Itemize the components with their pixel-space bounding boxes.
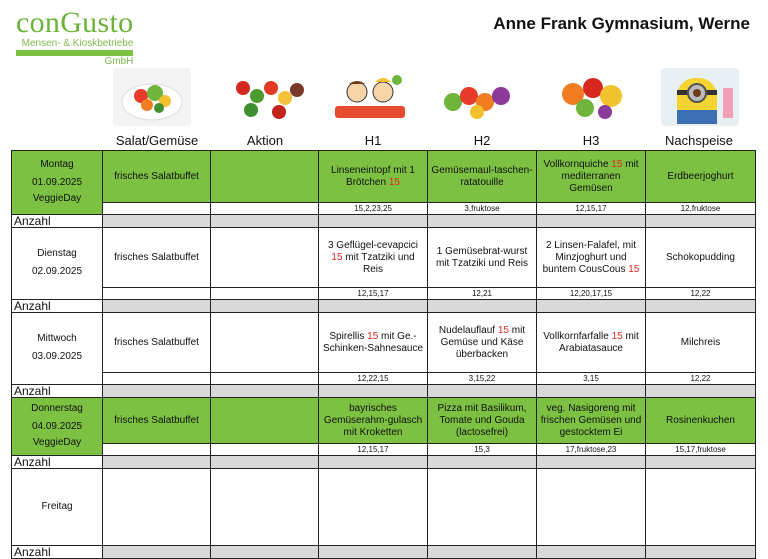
anzahl-label: Anzahl [12,215,103,228]
h2-dish-part: Pizza mit Basilikum, Tomate und Gouda (lactosefrei) [437,402,527,438]
h2-cell [428,398,537,444]
salat-cell [103,313,211,373]
anzahl-input[interactable] [103,546,211,559]
h2-cell [428,469,537,546]
anzahl-input[interactable] [211,300,319,313]
anzahl-input[interactable] [211,456,319,469]
anzahl-input[interactable] [537,215,646,228]
nachspeise-cell [646,151,756,203]
day-name: Montag [40,158,74,170]
vegetables-photo [439,68,517,126]
h1-dish-part: 15 [388,176,400,188]
salat-note [103,444,211,456]
nachspeise-text: Milchreis [680,336,721,348]
allergen-note: 3,15 [537,373,646,385]
h3-dish [537,402,645,440]
aktion-note [211,203,319,215]
h2-dish-part: mit Gemüse und Käse überbacken [440,324,526,360]
logo-brand: conGusto [16,6,134,39]
h2-dish-part: 1 Gemüsebrat-wurst mit Tzatziki und Reis [435,245,529,269]
h2-dish [428,324,536,362]
salat-note [103,373,211,385]
kids-cartoon [331,68,409,126]
day-name: Dienstag [37,247,77,259]
day-cell [12,228,103,300]
day-name: Mittwoch [37,332,77,344]
anzahl-input[interactable] [428,456,537,469]
nachspeise-text: Rosinenkuchen [666,414,735,426]
allergen-note: 17,fruktose,23 [537,444,646,456]
allergen-note: 15,3 [428,444,537,456]
school-title: Anne Frank Gymnasium, Werne [493,14,750,33]
anzahl-label: Anzahl [12,300,103,313]
minion-cake-photo [661,68,739,126]
anzahl-row [12,385,756,398]
salat-text: frisches Salatbuffet [114,414,199,426]
nachspeise-text: Schokopudding [666,251,735,263]
allergen-note: 12,22,15 [319,373,428,385]
h1-dish-part: 15 [331,251,343,263]
col-h3: H3 [582,133,600,148]
anzahl-input[interactable] [537,300,646,313]
aktion-cell [211,228,319,288]
allergen-note: 3,15,22 [428,373,537,385]
anzahl-label: Anzahl [12,385,103,398]
day-cell [12,469,103,546]
h3-dish [537,239,645,277]
nachspeise-cell [646,228,756,288]
h3-dish [537,330,645,356]
anzahl-input[interactable] [428,215,537,228]
nachspeise-text: Erdbeerjoghurt [667,170,734,182]
h3-dish-part: mit mediterranen Gemüsen [561,158,639,194]
day-row [12,151,756,203]
skewer-photo [231,68,309,126]
veggie-day-label: VeggieDay [32,192,82,204]
h1-dish-part: 15 [367,330,379,342]
h2-dish-part: Nudelauflauf [438,324,498,336]
col-nachspeise: Nachspeise [665,133,733,148]
h1-dish [319,164,427,190]
anzahl-row [12,215,756,228]
h3-dish-part: 15 [611,158,623,170]
anzahl-input[interactable] [537,546,646,559]
anzahl-label: Anzahl [12,546,103,559]
day-name: Donnerstag [31,402,83,414]
anzahl-input[interactable] [103,456,211,469]
h1-dish-part: Linseneintopf mit 1 Brötchen [331,164,415,188]
h1-cell [319,398,428,444]
day-date: 01.09.2025 [31,176,83,188]
aktion-note [211,444,319,456]
h3-cell [537,151,646,203]
anzahl-input[interactable] [319,300,428,313]
allergen-note: 12,fruktose [646,203,756,215]
aktion-cell [211,469,319,546]
day-name: Freitag [41,501,73,512]
logo-gmbh: GmbH [104,56,134,67]
h1-dish-part: mit Tzatziki und Reis [342,251,415,275]
h1-dish [319,506,427,508]
h1-cell [319,151,428,203]
anzahl-input[interactable] [319,546,428,559]
anzahl-input[interactable] [428,300,537,313]
aktion-cell [211,313,319,373]
nachspeise-cell [646,398,756,444]
day-cell [12,398,103,456]
anzahl-row [12,456,756,469]
h3-dish-part: mit Arabiatasauce [559,330,639,354]
anzahl-input[interactable] [319,215,428,228]
salad-photo [113,68,191,126]
col-h2: H2 [473,133,491,148]
h3-dish-part: Vollkornquiche [543,158,612,170]
anzahl-input[interactable] [319,456,428,469]
col-h1: H1 [364,133,382,148]
aktion-note [211,288,319,300]
h3-dish [537,158,645,196]
col-salat: Salat/Gemüse [115,133,199,148]
anzahl-input[interactable] [537,385,646,398]
salat-cell [103,469,211,546]
aktion-cell [211,151,319,203]
h2-cell [428,228,537,288]
day-row [12,313,756,373]
aktion-cell [211,398,319,444]
anzahl-input[interactable] [646,456,756,469]
allergen-note: 15,17,fruktose [646,444,756,456]
congusto-logo [16,8,133,67]
anzahl-input[interactable] [103,215,211,228]
salat-text: frisches Salatbuffet [114,251,199,263]
allergen-row [12,373,756,385]
anzahl-row [12,300,756,313]
allergen-note: 12,15,17 [319,444,428,456]
h1-dish-part: Spirellis [329,330,368,342]
col-aktion: Aktion [246,133,284,148]
h2-dish-part: 15 [497,324,509,336]
day-row [12,228,756,288]
day-row [12,398,756,444]
day-cell [12,151,103,215]
allergen-note: 12,21 [428,288,537,300]
anzahl-input[interactable] [646,215,756,228]
h2-dish [428,506,536,508]
anzahl-input[interactable] [211,546,319,559]
h3-dish-part: 2 Linsen-Falafel, mit Minzjoghurt und buntem CousCous [542,239,637,275]
h3-dish-part: 15 [611,330,623,342]
h2-cell [428,313,537,373]
anzahl-input[interactable] [646,385,756,398]
salat-note [103,288,211,300]
allergen-note: 12,15,17 [319,288,428,300]
h2-dish [428,245,536,271]
h3-cell [537,398,646,444]
day-date: 02.09.2025 [31,265,83,277]
salat-note [103,203,211,215]
h2-dish-part: Gemüsemaul-taschen-ratatouille [431,164,533,188]
veggie-day-label: VeggieDay [32,436,82,448]
h1-dish [319,330,427,356]
anzahl-input[interactable] [428,385,537,398]
h3-dish [537,506,645,508]
anzahl-input[interactable] [319,385,428,398]
allergen-row [12,444,756,456]
allergen-note: 12,22 [646,288,756,300]
h2-dish [428,402,536,440]
h1-dish [319,239,427,277]
h3-cell [537,469,646,546]
anzahl-input[interactable] [103,300,211,313]
allergen-note: 15,2,23,25 [319,203,428,215]
allergen-note: 12,15,17 [537,203,646,215]
h1-dish [319,402,427,440]
allergen-note: 12,20,17,15 [537,288,646,300]
day-row [12,469,756,546]
anzahl-input[interactable] [646,546,756,559]
allergen-note: 3,fruktose [428,203,537,215]
menu-table [11,150,756,559]
salat-cell [103,398,211,444]
h1-cell [319,469,428,546]
anzahl-input[interactable] [103,385,211,398]
allergen-row [12,288,756,300]
salat-text: frisches Salatbuffet [114,336,199,348]
allergen-note: 12,22 [646,373,756,385]
anzahl-input[interactable] [428,546,537,559]
h2-cell [428,151,537,203]
fruit-photo [553,68,631,126]
logo-subtitle: Mensen- & Kioskbetriebe [21,38,134,49]
h1-cell [319,313,428,373]
allergen-row [12,203,756,215]
h3-cell [537,313,646,373]
salat-cell [103,228,211,288]
anzahl-label: Anzahl [12,456,103,469]
day-cell [12,313,103,385]
h3-dish-part: Vollkornfarfalle [543,330,612,342]
anzahl-row [12,546,756,559]
anzahl-input[interactable] [537,456,646,469]
anzahl-input[interactable] [646,300,756,313]
nachspeise-cell [646,469,756,546]
h3-dish-part: 15 [628,263,640,275]
h3-dish-part: veg. Nasigoreng mit frischen Gemüsen und gestocktem Ei [540,402,642,438]
anzahl-input[interactable] [211,215,319,228]
h1-dish-part: mit Ge.-Schinken-Sahnesauce [322,330,424,354]
anzahl-input[interactable] [211,385,319,398]
h3-cell [537,228,646,288]
day-date: 03.09.2025 [31,350,83,362]
h1-dish-part: 3 Geflügel-cevapcici [327,239,419,251]
salat-cell [103,151,211,203]
h2-dish [428,164,536,190]
h1-cell [319,228,428,288]
salat-text: frisches Salatbuffet [114,170,199,182]
aktion-note [211,373,319,385]
h1-dish-part: bayrisches Gemüserahm-gulasch mit Kroketten [323,402,423,438]
nachspeise-cell [646,313,756,373]
day-date: 04.09.2025 [31,420,83,432]
